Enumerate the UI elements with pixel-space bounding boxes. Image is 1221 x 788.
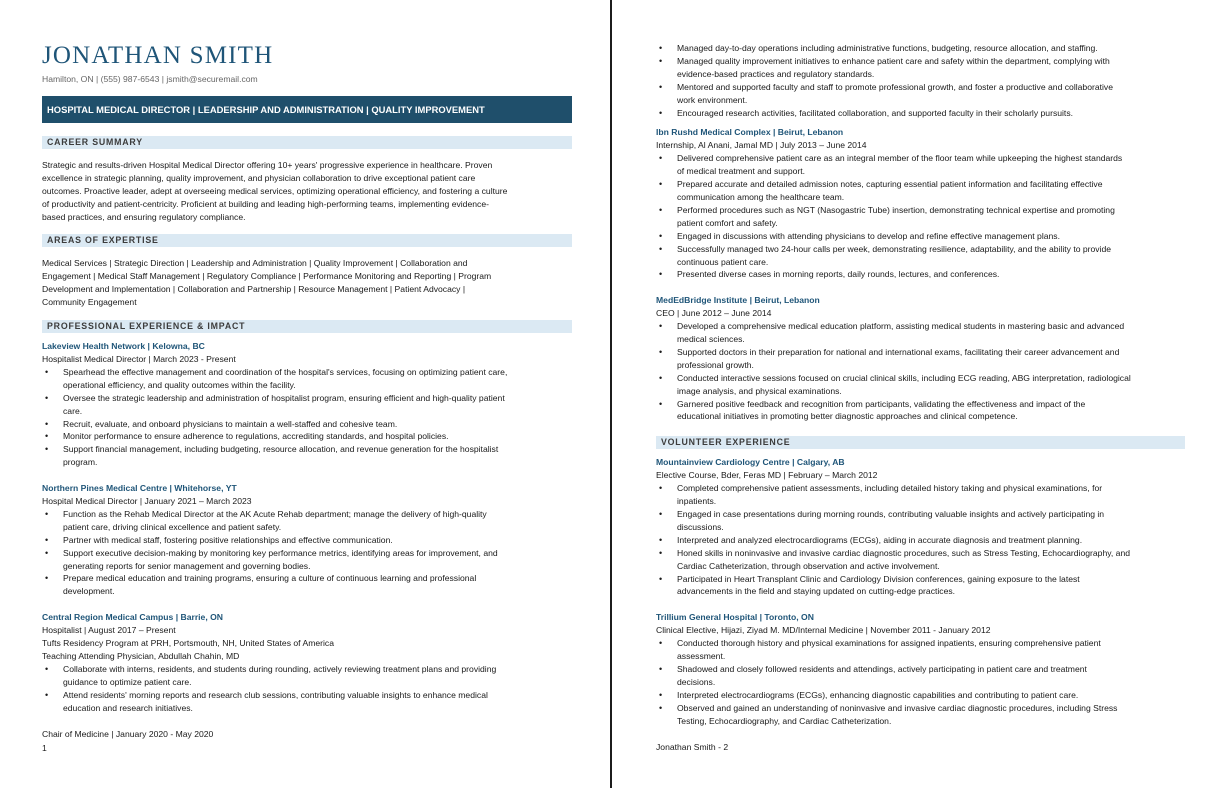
role-line: Teaching Attending Physician, Abdullah Chahin, MD bbox=[42, 651, 240, 661]
chair-role-line: Chair of Medicine | January 2020 - May 2020 bbox=[42, 728, 214, 739]
bullet-item bbox=[656, 372, 1185, 398]
bullet-line: • Function as the Rehab Medical Director at the AK Acute Rehab department; manage the delivery of high-quality bbox=[63, 508, 487, 519]
bullet-line: • Successfully managed two 24-hour calls per week, demonstrating resilience, adaptability, and the ability to provide bbox=[677, 243, 1112, 254]
bullet-item bbox=[656, 689, 1185, 702]
summary-paragraph bbox=[42, 159, 572, 224]
bullet-line: communication among the healthcare team. bbox=[677, 191, 845, 202]
bullet-item bbox=[656, 81, 1185, 107]
bullet-line: • Engaged in discussions with attending physicians to develop and refine effective management plans. bbox=[677, 230, 1060, 241]
bullet-line: image analysis, and physical examinations. bbox=[677, 385, 842, 396]
expertise-line: Community Engagement bbox=[42, 297, 137, 308]
bullet-line: patient comfort and safety. bbox=[677, 217, 778, 228]
bullet-line: • Presented diverse cases in morning reports, daily rounds, lectures, and conferences. bbox=[677, 269, 1000, 280]
job-entry bbox=[656, 126, 1185, 281]
bullet-line: • Support financial management, including budgeting, resource allocation, and revenue generation for the hospitalist bbox=[63, 444, 499, 455]
bullet-line: • Performed procedures such as NGT (Nasogastric Tube) insertion, demonstrating technical expertise and promoting bbox=[677, 204, 1115, 215]
bullet-item bbox=[42, 418, 572, 431]
bullet-line: discussions. bbox=[677, 521, 724, 532]
bullet-line: Testing, Echocardiography, and Cardiac Catheterization. bbox=[677, 715, 892, 726]
bullet-item bbox=[42, 392, 572, 418]
bullet-line: medical sciences. bbox=[677, 334, 745, 345]
bullet-line: educational initiatives in promoting better diagnostic approaches and clinical competence. bbox=[677, 411, 1018, 422]
bullet-item bbox=[656, 55, 1185, 81]
role-line: Hospitalist Medical Director | March 2023 - Present bbox=[42, 353, 236, 364]
bullet-item bbox=[656, 534, 1185, 547]
job-entry bbox=[42, 611, 572, 714]
resume-page-1 bbox=[0, 0, 610, 788]
bullet-item bbox=[656, 243, 1185, 269]
bullet-line: education and research initiatives. bbox=[63, 702, 193, 713]
bullet-item bbox=[42, 366, 572, 392]
expertise-line: Medical Services | Strategic Direction | Leadership and Administration | Quality Improvement | Collaboration and bbox=[42, 258, 468, 269]
bullet-line: • Collaborate with interns, residents, and students during rounding, actively reviewing treatment plans and providing bbox=[63, 663, 497, 674]
volunteer-list bbox=[656, 456, 1185, 727]
bullet-line: • Delivered comprehensive patient care as an integral member of the floor team while upkeeping the highest standards bbox=[677, 153, 1123, 164]
bullet-line: Cardiac Catheterization, through observation and active involvement. bbox=[677, 560, 940, 571]
bullet-item bbox=[42, 443, 572, 469]
bullet-line: program. bbox=[63, 457, 98, 468]
section-title-volunteer: VOLUNTEER EXPERIENCE bbox=[656, 436, 1185, 449]
section-title-experience: PROFESSIONAL EXPERIENCE & IMPACT bbox=[42, 320, 572, 333]
bullet-line: work environment. bbox=[677, 94, 748, 105]
employer-heading: Ibn Rushd Medical Complex | Beirut, Lebanon bbox=[656, 127, 844, 138]
job-entry bbox=[42, 340, 572, 469]
job-bullets bbox=[42, 366, 572, 469]
bullet-item bbox=[656, 230, 1185, 243]
bullet-line: • Attend residents' morning reports and research club sessions, contributing valuable insights to enhance medical bbox=[63, 689, 488, 700]
headline-banner: HOSPITAL MEDICAL DIRECTOR | LEADERSHIP AND ADMINISTRATION | QUALITY IMPROVEMENT bbox=[42, 96, 572, 123]
candidate-name: JONATHAN SMITH bbox=[42, 42, 274, 69]
bullet-line: • Mentored and supported faculty and staff to promote professional growth, and foster a productive and collaborative bbox=[677, 81, 1113, 92]
bullet-line: • Shadowed and closely followed residents and attendings, actively participating in patient care and treatment bbox=[677, 663, 1087, 674]
employer-heading: Northern Pines Medical Centre | Whitehorse, YT bbox=[42, 483, 237, 494]
bullet-line: of medical treatment and support. bbox=[677, 166, 806, 177]
bullet-item bbox=[42, 534, 572, 547]
bullet-item bbox=[656, 178, 1185, 204]
job-bullets bbox=[656, 320, 1185, 423]
bullet-line: • Recruit, evaluate, and onboard physicians to maintain a well-staffed and cohesive team. bbox=[63, 418, 398, 429]
bullet-item bbox=[42, 572, 572, 598]
bullet-line: care. bbox=[63, 405, 83, 416]
employer-heading: Central Region Medical Campus | Barrie, ON bbox=[42, 612, 224, 623]
bullet-line: • Managed quality improvement initiatives to enhance patient care and safety within the department, complying with bbox=[677, 55, 1110, 66]
role-line: Elective Course, Bder, Feras MD | February – March 2012 bbox=[656, 470, 878, 481]
job-bullets bbox=[656, 637, 1185, 727]
bullet-line: • Managed day-to-day operations including administrative functions, budgeting, resource allocation, and staffing. bbox=[677, 43, 1098, 53]
bullet-line: • Participated in Heart Transplant Clinic and Cardiology Division conferences, gaining exposure to the latest bbox=[677, 573, 1080, 584]
role-line: Hospital Medical Director | January 2021 – March 2023 bbox=[42, 496, 252, 507]
bullet-line: • Honed skills in noninvasive and invasive cardiac diagnostic procedures, such as Stress Testing, Echocardiography, and bbox=[677, 547, 1131, 558]
expertise-line: Development and Implementation | Collaboration and Partnership | Resource Management | Patient Advocacy | bbox=[42, 284, 466, 295]
page-footer-2: Jonathan Smith - 2 bbox=[656, 741, 729, 752]
bullet-line: • Support executive decision-making by monitoring key performance metrics, identifying areas for improvement, and bbox=[63, 547, 498, 558]
bullet-line: • Observed and gained an understanding of noninvasive and invasive cardiac diagnostic procedures, including Stress bbox=[677, 702, 1118, 713]
bullet-item bbox=[656, 482, 1185, 508]
bullet-item bbox=[42, 430, 572, 443]
bullet-line: development. bbox=[63, 586, 115, 597]
summary-line: excellence in strategic planning, quality improvement, and physician collaboration to drive exceptional patient care bbox=[42, 172, 476, 183]
bullet-item bbox=[656, 346, 1185, 372]
employer-heading: Mountainview Cardiology Centre | Calgary, AB bbox=[656, 457, 845, 468]
bullet-line: • Monitor performance to ensure adherence to regulations, accrediting standards, and hospital policies. bbox=[63, 431, 449, 442]
bullet-line: • Developed a comprehensive medical education platform, assisting medical students in mastering basic and advanced bbox=[677, 321, 1125, 332]
bullet-line: • Encouraged research activities, facilitated collaboration, and supported faculty in their scholarly pursuits. bbox=[677, 107, 1074, 118]
job-entry bbox=[656, 294, 1185, 423]
bullet-item bbox=[656, 268, 1185, 281]
bullet-line: generating reports for senior management and governing bodies. bbox=[63, 560, 311, 571]
bullet-line: • Conducted thorough history and physical examinations for assigned inpatients, ensuring comprehensive patient bbox=[677, 638, 1101, 649]
summary-line: based practices, and ensuring regulatory compliance. bbox=[42, 211, 246, 222]
role-line: CEO | June 2012 – June 2014 bbox=[656, 308, 772, 319]
bullet-item bbox=[656, 107, 1185, 120]
bullet-line: • Supported doctors in their preparation for national and international exams, facilitating their career advancement and bbox=[677, 346, 1120, 357]
job-entry bbox=[656, 611, 1185, 727]
job-bullets bbox=[656, 152, 1185, 281]
bullet-item bbox=[656, 702, 1185, 728]
expertise-paragraph bbox=[42, 257, 572, 309]
employer-heading: Lakeview Health Network | Kelowna, BC bbox=[42, 341, 205, 352]
bullet-item bbox=[42, 663, 572, 689]
bullet-line: • Interpreted and analyzed electrocardiograms (ECGs), aiding in accurate diagnosis and treatment planning. bbox=[677, 534, 1083, 545]
page-divider bbox=[610, 0, 612, 788]
job-entry bbox=[656, 456, 1185, 598]
bullet-line: inpatients. bbox=[677, 496, 717, 507]
role-line: Hospitalist | August 2017 – Present bbox=[42, 625, 176, 636]
employer-heading: MedEdBridge Institute | Beirut, Lebanon bbox=[656, 295, 820, 306]
job-bullets bbox=[656, 482, 1185, 598]
section-title-expertise: AREAS OF EXPERTISE bbox=[42, 234, 572, 247]
bullet-item bbox=[656, 204, 1185, 230]
bullet-line: evidence-based practices and regulatory standards. bbox=[677, 68, 875, 79]
role-line: Tufts Residency Program at PRH, Portsmouth, NH, United States of America bbox=[42, 638, 334, 649]
summary-line: outcomes. Proactive leader, adept at overseeing medical services, optimizing operational efficiency, and fostering a culture bbox=[42, 185, 508, 196]
bullet-line: • Prepare medical education and training programs, ensuring a culture of continuous learning and professional bbox=[63, 573, 477, 584]
bullet-item bbox=[656, 637, 1185, 663]
experience-list-page-1 bbox=[42, 340, 572, 714]
bullet-line: decisions. bbox=[677, 676, 716, 687]
bullet-item bbox=[42, 508, 572, 534]
bullet-line: • Garnered positive feedback and recognition from participants, validating the effectiveness and impact of the bbox=[677, 398, 1086, 409]
bullet-item bbox=[656, 573, 1185, 599]
summary-line: of productivity and patient-centricity. Proficient at building and leading high-performing teams, implementing evidence- bbox=[42, 198, 489, 209]
bullet-line: • Conducted interactive sessions focused on crucial clinical skills, including ECG reading, ABG interpretation, radiological bbox=[677, 372, 1131, 383]
bullet-line: continuous patient care. bbox=[677, 256, 769, 267]
bullet-line: patient care, driving clinical excellence and patient safety. bbox=[63, 521, 282, 532]
job-bullets bbox=[42, 663, 572, 715]
bullet-line: • Partner with medical staff, fostering positive relationships and effective communication. bbox=[63, 534, 393, 545]
employer-heading: Trillium General Hospital | Toronto, ON bbox=[656, 612, 814, 623]
bullet-line: • Prepared accurate and detailed admission notes, capturing essential patient information and facilitating effective bbox=[677, 179, 1103, 190]
contact-info: Hamilton, ON | (555) 987-6543 | jsmith@securemail.com bbox=[42, 74, 258, 84]
bullet-item bbox=[656, 547, 1185, 573]
bullet-item bbox=[656, 398, 1185, 424]
bullet-item bbox=[42, 689, 572, 715]
bullet-item bbox=[656, 152, 1185, 178]
bullet-item bbox=[656, 42, 1185, 55]
job-bullets bbox=[42, 508, 572, 598]
bullet-line: • Oversee the strategic leadership and administration of hospitalist program, ensuring efficient and high-quality patient bbox=[63, 392, 505, 403]
experience-list-page-2 bbox=[656, 126, 1185, 423]
bullet-line: guidance to optimize patient care. bbox=[63, 676, 192, 687]
bullet-item bbox=[656, 663, 1185, 689]
job-entry bbox=[42, 482, 572, 598]
resume-page-2 bbox=[613, 0, 1221, 788]
bullet-line: assessment. bbox=[677, 651, 726, 662]
section-title-summary: CAREER SUMMARY bbox=[42, 136, 572, 149]
bullet-line: • Spearhead the effective management and coordination of the hospital's services, focusing on optimizing patient care, bbox=[63, 366, 508, 377]
bullet-line: • Engaged in case presentations during morning rounds, contributing valuable insights and actively participating in bbox=[677, 509, 1105, 519]
page-number-1: 1 bbox=[42, 743, 47, 754]
bullet-line: advancements in the field and staying updated on cutting-edge practices. bbox=[677, 586, 956, 597]
bullet-item bbox=[656, 508, 1185, 534]
bullet-item bbox=[656, 320, 1185, 346]
summary-line: Strategic and results-driven Hospital Medical Director offering 10+ years' progressive experience in healthcare. Proven bbox=[42, 159, 493, 170]
role-line: Internship, Al Anani, Jamal MD | July 2013 – June 2014 bbox=[656, 140, 867, 151]
bullet-line: professional growth. bbox=[677, 359, 754, 370]
expertise-line: Engagement | Medical Staff Management | Regulatory Compliance | Performance Monitoring and Reporting | Program bbox=[42, 271, 492, 282]
bullet-line: operational efficiency, and quality outcomes within the facility. bbox=[63, 379, 296, 390]
chair-role-bullets bbox=[656, 42, 1185, 119]
bullet-line: • Completed comprehensive patient assessments, including detailed history taking and physical examinations, for bbox=[677, 483, 1103, 494]
bullet-item bbox=[42, 547, 572, 573]
bullet-line: • Interpreted electrocardiograms (ECGs), enhancing diagnostic capabilities and contributing to patient care. bbox=[677, 689, 1079, 700]
role-line: Clinical Elective, Hijazi, Ziyad M. MD/Internal Medicine | November 2011 - January 2012 bbox=[656, 625, 991, 636]
